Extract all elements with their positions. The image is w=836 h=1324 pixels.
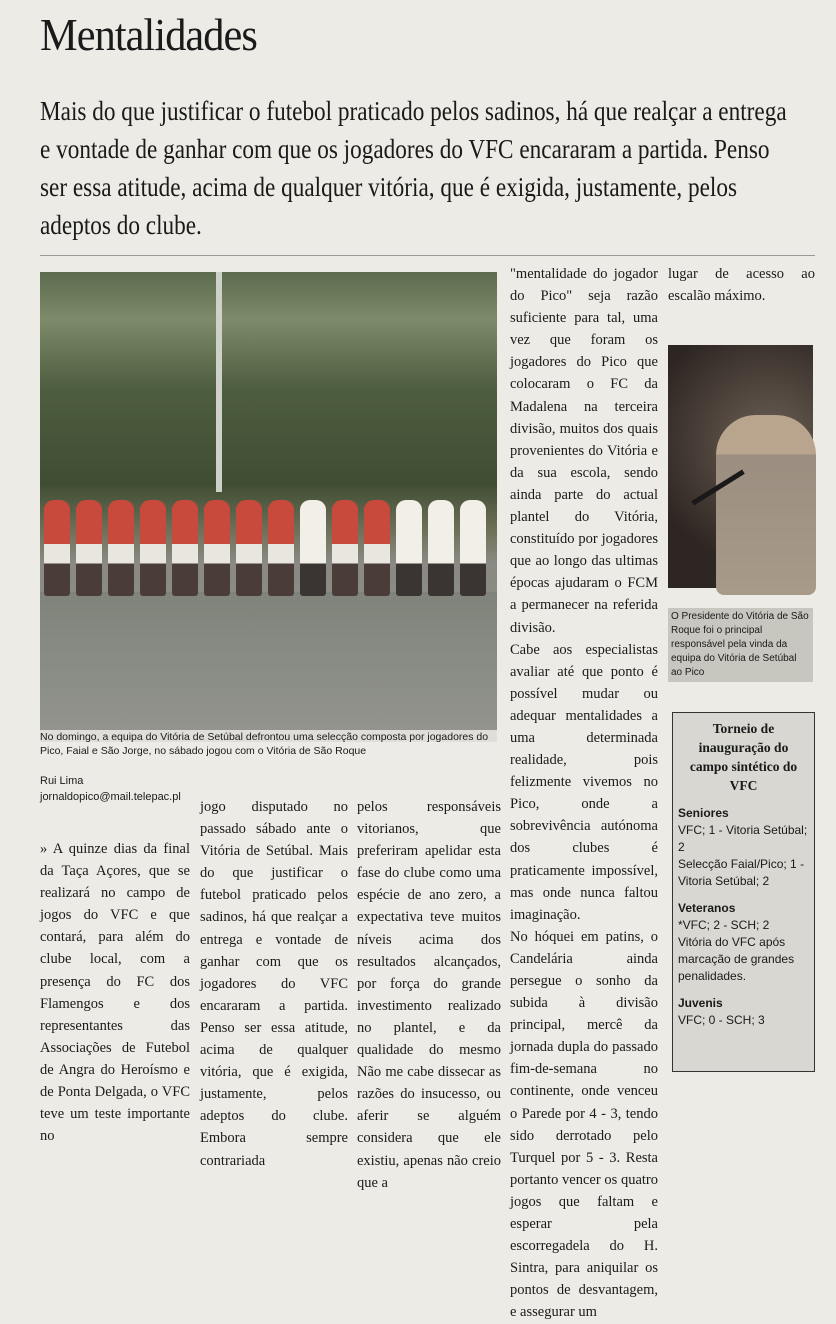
results-section-heading: Veteranos <box>678 901 736 915</box>
article-column-2 <box>200 796 348 1169</box>
result-line: Selecção Faial/Pico; 1 - Vitoria Setúbal; 2 <box>678 857 805 888</box>
byline <box>40 773 181 805</box>
president-photo <box>668 345 813 588</box>
result-line: Vitória do VFC após marcação de grandes penalidades. <box>678 935 795 983</box>
president-photo-caption: O Presidente do Vitória de São Roque foi o principal responsável pela vinda da equipa do Vitória de Setúbal ao Pico <box>668 608 813 682</box>
article-column-4 <box>510 263 658 1321</box>
column-3-text: pelos responsáveis vitorianos, que preferiram apelidar esta fase do clube como uma espécie de ano zero, a expectativa teve muitos níveis acima dos resultados alcançados, por força do grande investimento realizado no plantel, e da qualidade do mesmo Não me cabe dissecar as razões do insucesso, ou aferir se alguém considera que ele existiu, apenas não creio que a <box>357 799 501 1191</box>
result-line: *VFC; 2 - SCH; 2 <box>678 918 770 932</box>
author-name: Rui Lima <box>40 775 84 787</box>
article-column-1 <box>40 838 190 1145</box>
results-section-heading: Seniores <box>678 806 729 820</box>
column-4-paragraph-3: No hóquei em patins, o Candelária ainda persegue o sonho da subida à divisão principal, mercê da jornada dupla do passado fim-de-semana no continente, onde venceu o Parede por 4 - 3, tendo sido derrotado pelo Turquel por 5 - 3. Resta portanto vencer os quatro jogos que faltam e esperar pela escorregadela do H. Sintra, para aniquilar os pontos de desvantagem, e assegurar um <box>510 928 658 1321</box>
result-line: VFC; 1 - Vitoria Setúbal; 2 <box>678 823 808 854</box>
article-column-3 <box>357 796 501 1191</box>
column-4-paragraph-1: "mentalidade do jogador do Pico" seja razão suficiente para tal, uma vez que foram os jogadores do Pico que colocaram o FC da Madalena na terceira divisão, muitos dos quais provenientes do Vitória e da sua escola, sendo ainda parte do actual plantel do Vitória, constituído por jogadores que ao longo das ultimas épocas ajudaram o FCM a permanecer na referida divisão. <box>510 266 658 636</box>
headline: Mentalidades <box>40 9 257 60</box>
section-divider <box>40 255 815 256</box>
column-2-text: jogo disputado no passado sábado ante o Vitória de Setúbal. Mais do que justificar o futebol praticado pelos sadinos, há que realçar a entrega e vontade de ganhar com que os jogadores do VFC encararam a partida. Penso ser essa atitude, acima de qualquer vitória, que é exigida, justamente, pelos adeptos do clube. Embora sempre contrariada <box>200 799 348 1169</box>
results-section-heading: Juvenis <box>678 996 723 1010</box>
result-line: VFC; 0 - SCH; 3 <box>678 1013 765 1027</box>
article-column-5 <box>668 263 815 311</box>
column-4-paragraph-2: Cabe aos especialistas avaliar até que ponto é possível mudar ou adequar mentalidades a uma determinada realidade, pois felizmente vivemos no Pico, onde a sobrevivência autónoma dos clubes é praticamente impossível, mas onde nunca faltou imaginação. <box>510 641 658 923</box>
results-box-title: Torneio de inauguração do campo sintético do VFC <box>689 721 798 793</box>
column-5-text: lugar de acesso ao escalão máximo. <box>668 266 815 305</box>
tournament-results-box <box>672 712 815 1072</box>
author-email: jornaldopico@mail.telepac.pl <box>40 791 181 803</box>
team-photo-caption: No domingo, a equipa do Vitória de Setúbal defrontou uma selecção composta por jogadores do Pico, Faial e São Jorge, no sábado jogou com o Vitória de São Roque <box>40 730 497 758</box>
lead-paragraph: Mais do que justificar o futebol praticado pelos sadinos, há que realçar a entrega e vontade de ganhar com que os jogadores do VFC encararam a partida. Penso ser essa atitude, acima de qualquer vitória, que é exigida, justamente, pelos adeptos do clube. <box>40 96 787 240</box>
team-lineup-photo <box>40 272 497 742</box>
column-1-text: » A quinze dias da final da Taça Açores, que se realizará no campo de jogos do VFC e que contará, para além do clube local, com a presença do FC dos Flamengos e dos representantes das Associações de Futebol de Angra do Heroísmo e de Ponta Delgada, o VFC teve um teste importante no <box>40 841 190 1145</box>
